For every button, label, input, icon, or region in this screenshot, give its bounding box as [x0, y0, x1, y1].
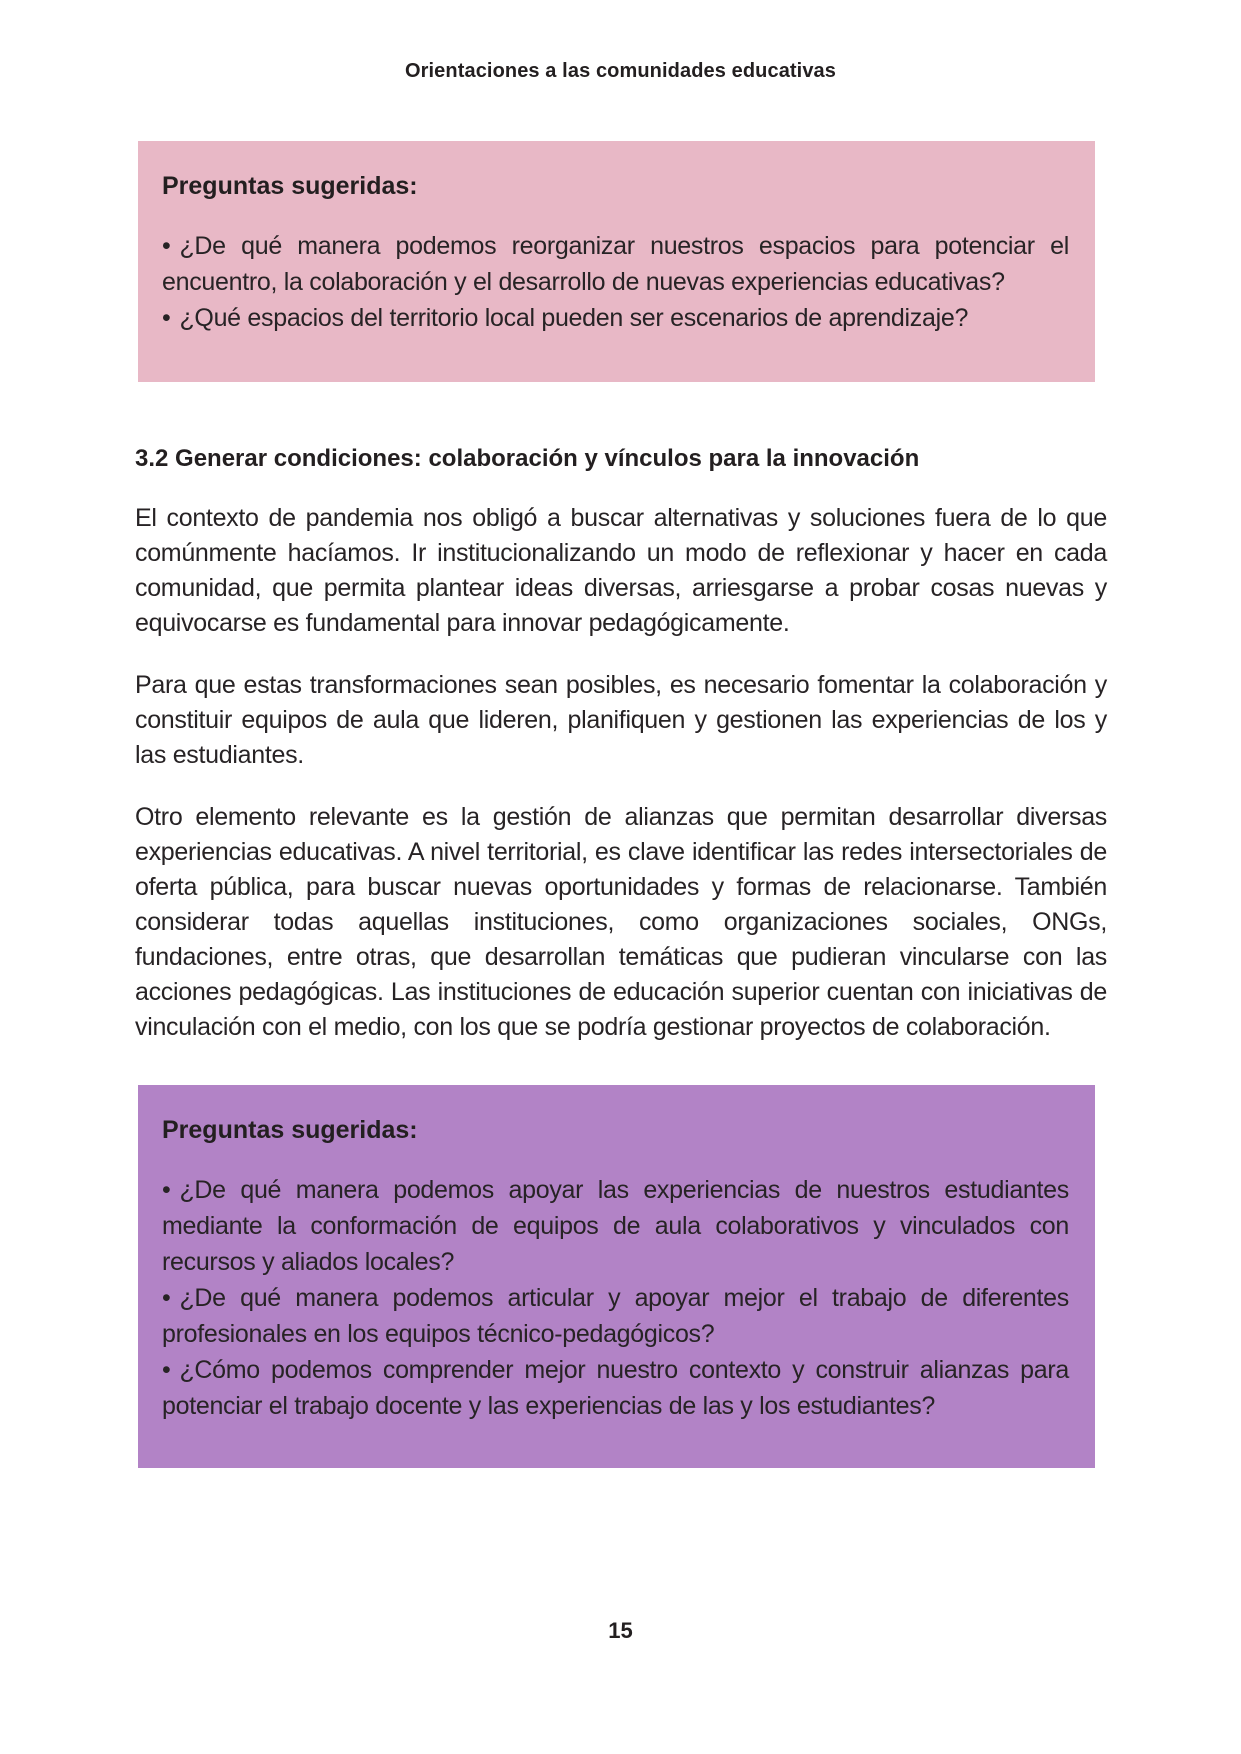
- bullet-icon: •: [162, 232, 171, 260]
- page-header: Orientaciones a las comunidades educativas: [404, 60, 837, 82]
- suggested-questions-box-purple: [138, 1085, 1095, 1468]
- bullet-icon: •: [162, 304, 171, 332]
- bullet-item: [162, 228, 1069, 300]
- page-number: 15: [608, 1618, 633, 1643]
- box-title: Preguntas sugeridas:: [162, 1116, 418, 1144]
- section-heading: 3.2 Generar condiciones: colaboración y vínculos para la innovación: [135, 445, 920, 472]
- bullet-item: [162, 1352, 1069, 1424]
- bullet-text: ¿De qué manera podemos reorganizar nuestros espacios para potenciar el encuentro, la colaboración y el desarrollo de nuevas experiencias educativas?: [162, 232, 1069, 296]
- body-paragraph: Para que estas transformaciones sean posibles, es necesario fomentar la colaboración y constituir equipos de aula que lideren, planifiquen y gestionen las experiencias de los y las estudiantes.: [135, 671, 1107, 769]
- bullet-item: [162, 1280, 1069, 1352]
- bullet-text: ¿Cómo podemos comprender mejor nuestro contexto y construir alianzas para potenciar el trabajo docente y las experiencias de las y los estudiantes?: [162, 1356, 1069, 1420]
- bullet-icon: •: [162, 1356, 171, 1384]
- bullet-item: [162, 1172, 1069, 1280]
- body-paragraph: El contexto de pandemia nos obligó a buscar alternativas y soluciones fuera de lo que comúnmente hacíamos. Ir institucionalizando un modo de reflexionar y hacer en cada comunidad, que permita plantear ideas diversas, arriesgarse a probar cosas nuevas y equivocarse es fundamental para innovar pedagógicamente.: [135, 504, 1107, 637]
- bullet-list: [162, 1172, 1069, 1424]
- box-title: Preguntas sugeridas:: [162, 172, 418, 200]
- bullet-text: ¿Qué espacios del territorio local pueden ser escenarios de aprendizaje?: [179, 304, 969, 332]
- bullet-text: ¿De qué manera podemos apoyar las experiencias de nuestros estudiantes mediante la conformación de equipos de aula colaborativos y vinculados con recursos y aliados locales?: [162, 1176, 1069, 1276]
- bullet-text: ¿De qué manera podemos articular y apoyar mejor el trabajo de diferentes profesionales en los equipos técnico-pedagógicos?: [162, 1284, 1069, 1348]
- body-paragraph: Otro elemento relevante es la gestión de alianzas que permitan desarrollar diversas experiencias educativas. A nivel territorial, es clave identificar las redes intersectoriales de oferta pública, para buscar nuevas oportunidades y formas de relacionarse. También considerar todas aquellas instituciones, como organizaciones sociales, ONGs, fundaciones, entre otras, que desarrollan temáticas que pudieran vincularse con las acciones pedagógicas. Las instituciones de educación superior cuentan con iniciativas de vinculación con el medio, con los que se podría gestionar proyectos de colaboración.: [135, 803, 1107, 1041]
- bullet-list: [162, 228, 1069, 336]
- suggested-questions-box-pink: [138, 141, 1095, 382]
- bullet-icon: •: [162, 1284, 171, 1312]
- bullet-icon: •: [162, 1176, 171, 1204]
- bullet-item: [162, 300, 1069, 336]
